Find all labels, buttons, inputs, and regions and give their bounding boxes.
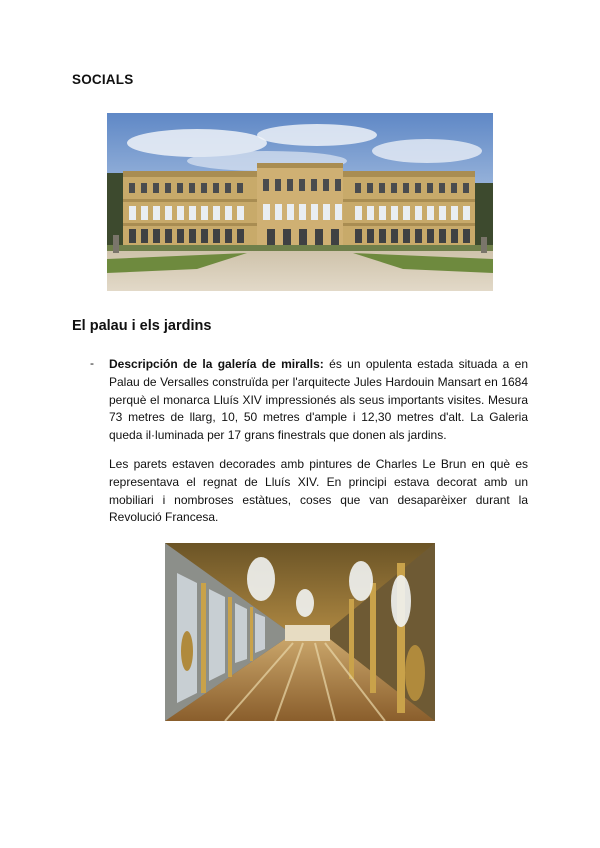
paragraph-walls: Les parets estaven decorades amb pintures de Charles Le Brun en què es representava el regnat de Lluís XIV. En principi estava decorat amb un mobiliari i nombroses estàtues, coses que van desaparèixer durant la Revolució Francesa.	[109, 457, 528, 525]
hall-of-mirrors-image	[165, 543, 435, 721]
paragraph-gallery-description	[109, 356, 528, 445]
bullet-marker: -	[90, 356, 94, 370]
paragraph-text: és un opulenta estada situada a en Palau de Versalles construïda per l'arquitecte Jules Hardouin Mansart en 1684 perquè el monarca Lluís XIV impressionés als seus importants visites. Mesura 73 metres de llarg, 10, 50 metres d'ample i 12,30 metres d'alt. La Galeria queda il·luminada per 17 grans finestrals que donen als jardins.	[109, 357, 528, 443]
palace-facade-image	[107, 113, 493, 291]
palace-photo	[107, 113, 493, 291]
section-heading: El palau i els jardins	[72, 318, 212, 334]
page-heading: SOCIALS	[72, 72, 134, 87]
gallery-photo	[165, 543, 435, 721]
paragraph-term: Descripción de la galería de miralls:	[109, 357, 324, 371]
